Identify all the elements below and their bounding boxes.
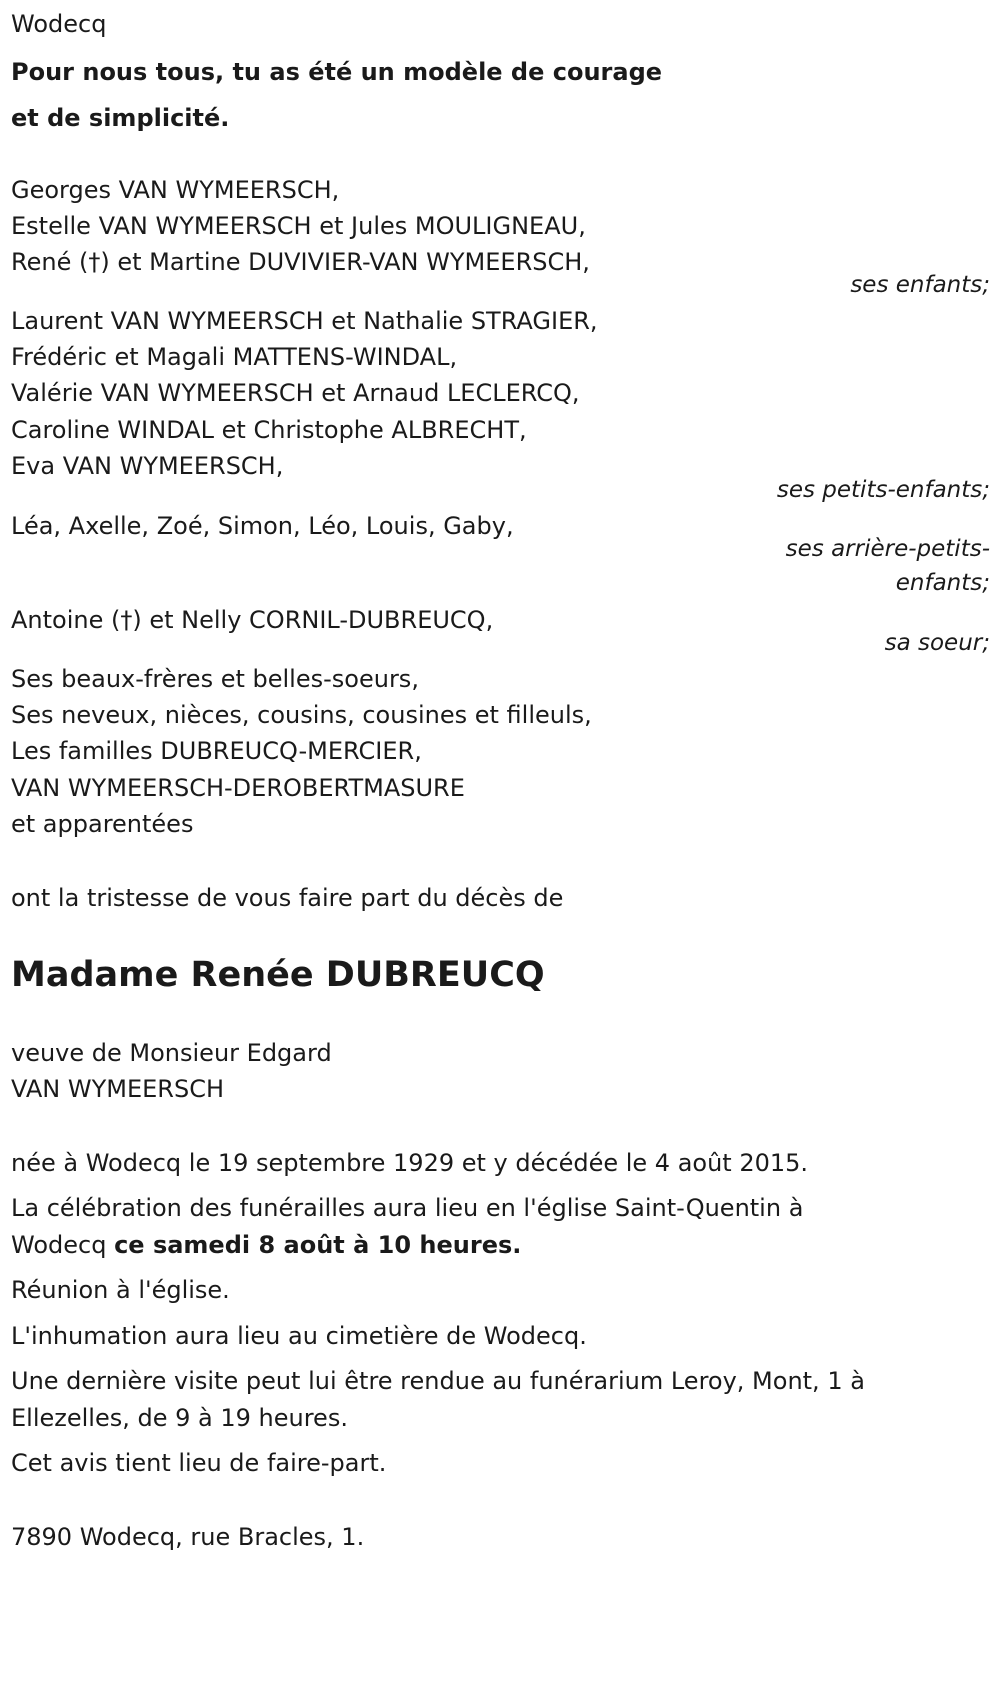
other-2: Ses neveux, nièces, cousins, cousines et filleuls, <box>11 701 592 729</box>
funeral-place: Wodecq <box>11 1231 115 1259</box>
other-5: et apparentées <box>11 810 194 838</box>
widow-of-2: VAN WYMEERSCH <box>11 1075 225 1103</box>
motto-line-1: Pour nous tous, tu as été un modèle de courage <box>11 58 663 86</box>
announcement: ont la tristesse de vous faire part du décès de <box>11 884 564 912</box>
grandchild-5: Eva VAN WYMEERSCH, <box>11 452 284 480</box>
funeral-line-1: La célébration des funérailles aura lieu en l'église Saint-Quentin à <box>11 1194 804 1222</box>
place-heading: Wodecq <box>11 10 107 38</box>
children-role: ses enfants; <box>850 272 990 298</box>
great-grandchildren-role-2: enfants; <box>895 570 990 596</box>
deceased-name: Madame Renée DUBREUCQ <box>11 955 545 995</box>
child-1: Georges VAN WYMEERSCH, <box>11 176 340 204</box>
address: 7890 Wodecq, rue Bracles, 1. <box>11 1523 365 1551</box>
other-1: Ses beaux-frères et belles-soeurs, <box>11 665 419 693</box>
grandchildren-role: ses petits-enfants; <box>776 477 990 503</box>
visit-line-1: Une dernière visite peut lui être rendue au funérarium Leroy, Mont, 1 à <box>11 1367 865 1395</box>
motto-line-2: et de simplicité. <box>11 104 230 132</box>
sister: Antoine (†) et Nelly CORNIL-DUBREUCQ, <box>11 606 494 634</box>
burial: L'inhumation aura lieu au cimetière de Wodecq. <box>11 1322 587 1350</box>
notice: Cet avis tient lieu de faire-part. <box>11 1449 387 1477</box>
funeral-line-2 <box>11 1231 521 1259</box>
great-grandchildren: Léa, Axelle, Zoé, Simon, Léo, Louis, Gaby, <box>11 512 514 540</box>
other-3: Les familles DUBREUCQ-MERCIER, <box>11 737 422 765</box>
visit-line-2: Ellezelles, de 9 à 19 heures. <box>11 1404 348 1432</box>
grandchild-2: Frédéric et Magali MATTENS-WINDAL, <box>11 343 458 371</box>
other-4: VAN WYMEERSCH-DEROBERTMASURE <box>11 774 465 802</box>
sister-role: sa soeur; <box>884 630 990 656</box>
child-2: Estelle VAN WYMEERSCH et Jules MOULIGNEAU, <box>11 212 586 240</box>
widow-of-1: veuve de Monsieur Edgard <box>11 1039 332 1067</box>
funeral-datetime: ce samedi 8 août à 10 heures. <box>114 1231 522 1259</box>
meeting: Réunion à l'église. <box>11 1276 230 1304</box>
great-grandchildren-role-1: ses arrière-petits- <box>785 536 990 562</box>
grandchild-1: Laurent VAN WYMEERSCH et Nathalie STRAGIER, <box>11 307 598 335</box>
grandchild-3: Valérie VAN WYMEERSCH et Arnaud LECLERCQ, <box>11 379 580 407</box>
child-3: René (†) et Martine DUVIVIER-VAN WYMEERSCH, <box>11 248 590 276</box>
grandchild-4: Caroline WINDAL et Christophe ALBRECHT, <box>11 416 527 444</box>
birth-death: née à Wodecq le 19 septembre 1929 et y décédée le 4 août 2015. <box>11 1149 809 1177</box>
